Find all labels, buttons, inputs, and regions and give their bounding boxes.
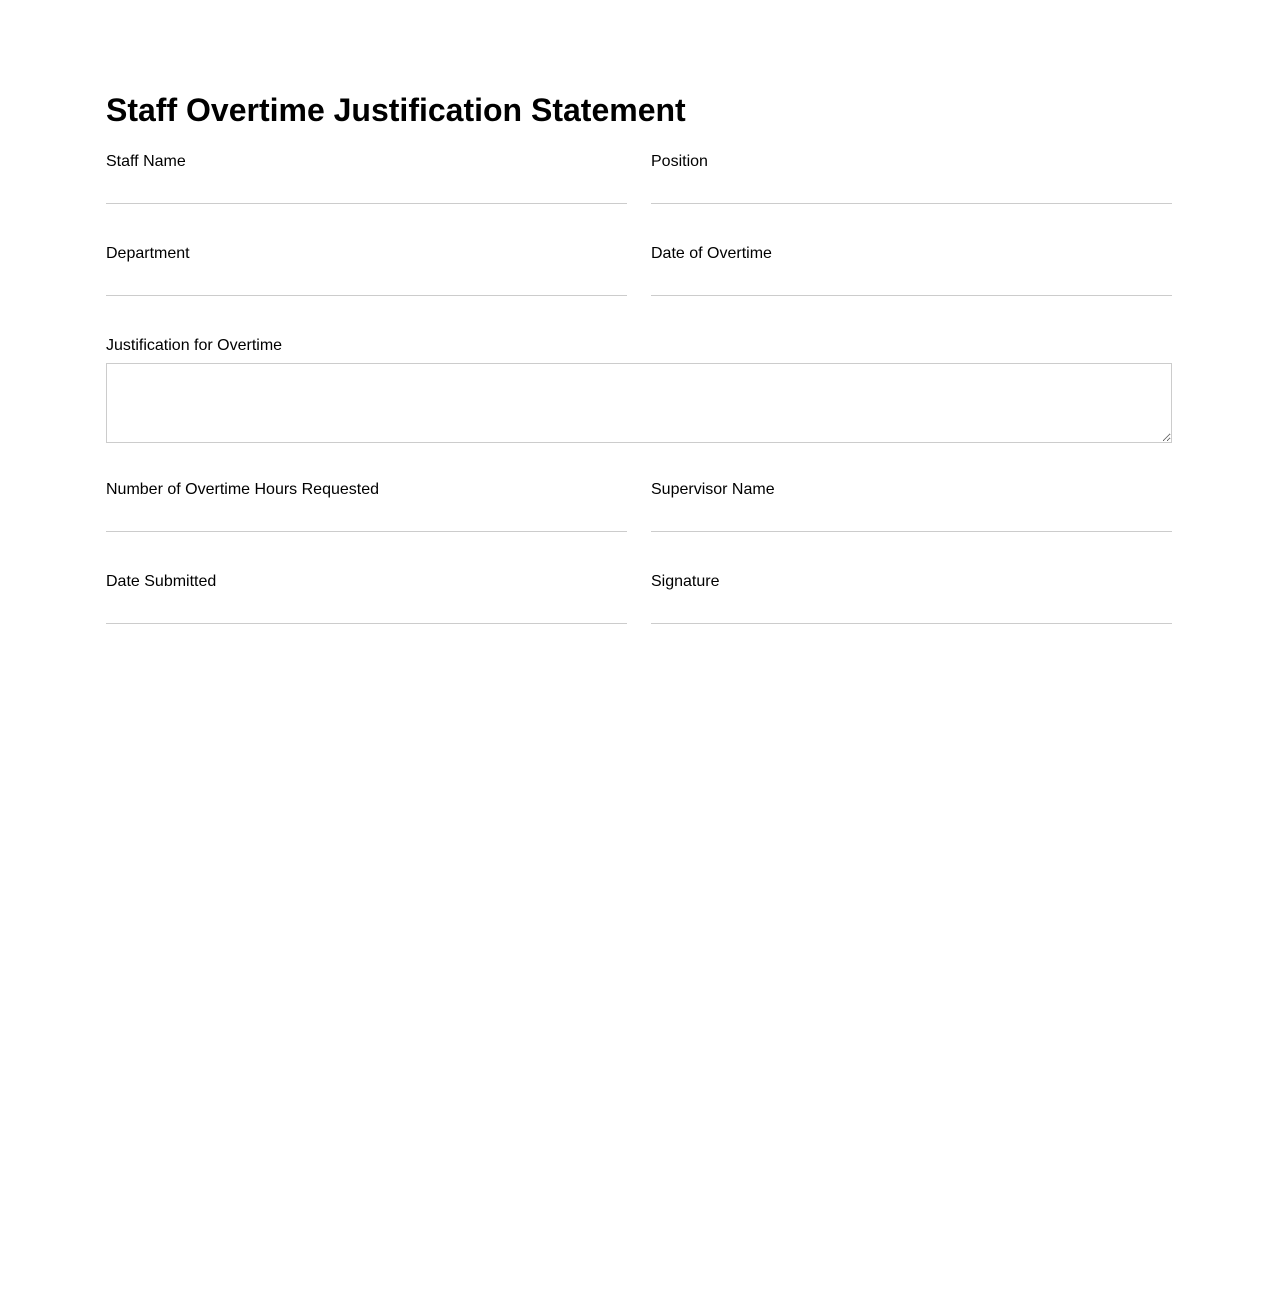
date-submitted-label: Date Submitted [106, 573, 217, 590]
staff-name-group [106, 153, 627, 204]
hours-requested-label: Number of Overtime Hours Requested [106, 481, 379, 498]
justification-label: Justification for Overtime [106, 337, 283, 354]
supervisor-name-group [651, 481, 1172, 532]
signature-label: Signature [651, 573, 720, 590]
department-label: Department [106, 245, 190, 262]
department-group [106, 245, 627, 296]
staff-name-label: Staff Name [106, 153, 186, 170]
justification-group [106, 337, 1172, 443]
supervisor-name-label: Supervisor Name [651, 481, 775, 498]
position-label: Position [651, 153, 708, 170]
date-of-overtime-input[interactable] [651, 263, 1172, 296]
hours-requested-group [106, 481, 627, 532]
date-submitted-input[interactable] [106, 591, 627, 624]
date-submitted-group [106, 573, 627, 624]
supervisor-name-input[interactable] [651, 499, 1172, 532]
hours-requested-input[interactable] [106, 499, 627, 532]
position-group [651, 153, 1172, 204]
signature-group [651, 573, 1172, 624]
department-input[interactable] [106, 263, 627, 296]
date-of-overtime-label: Date of Overtime [651, 245, 772, 262]
staff-name-input[interactable] [106, 171, 627, 204]
page-title: Staff Overtime Justification Statement [106, 92, 686, 128]
justification-textarea[interactable] [106, 363, 1172, 443]
position-input[interactable] [651, 171, 1172, 204]
signature-input[interactable] [651, 591, 1172, 624]
date-of-overtime-group [651, 245, 1172, 296]
